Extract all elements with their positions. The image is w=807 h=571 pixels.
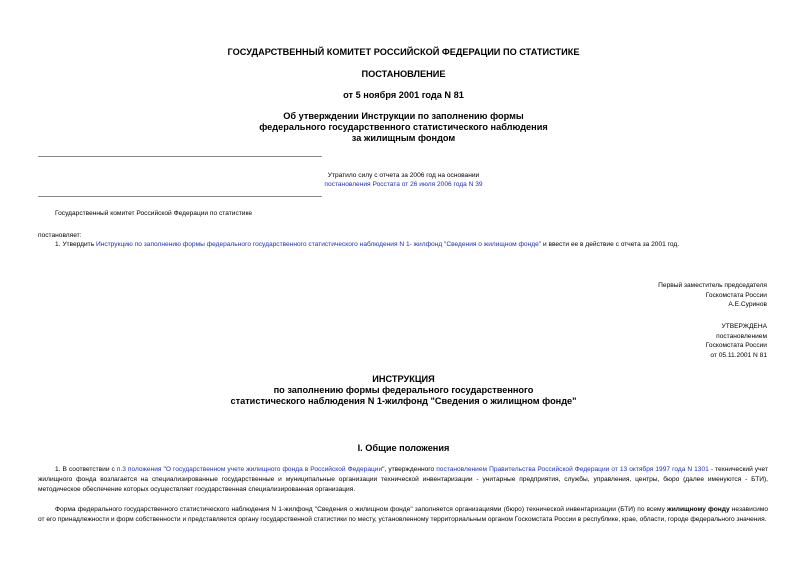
instruction-line-3: статистического наблюдения N 1-жилфонд "Сведения о жилищном фонде" xyxy=(230,396,577,406)
divider-bottom xyxy=(38,196,322,197)
committee-heading: ГОСУДАРСТВЕННЫЙ КОМИТЕТ РОССИЙСКОЙ ФЕДЕРАЦИИ ПО СТАТИСТИКЕ xyxy=(227,47,580,57)
document-title xyxy=(0,111,807,144)
divider-top xyxy=(38,156,322,157)
validity-line: Утратило силу с отчета за 2006 год на основании xyxy=(327,172,480,179)
section-1-paragraph-2: Форма федерального государственного статистического наблюдения N 1-жилфонд "Сведения о жилищном фонде" заполняется организациями (бюро) технической инвентаризации (БТИ) по всему жилищному фонду независимо от его принадлежности и форм собственности и представляется органу государственной статистики по месту, установленному территориальным органом Госкомстата России в республике, крае, области, городе федерального значения. xyxy=(38,506,769,523)
signature-org: Госкомстата России xyxy=(705,291,767,299)
validity-note xyxy=(0,171,807,189)
instruction-link[interactable]: Инструкцию по заполнению формы федерального государственного статистического наблюдения N 1- жилфонд "Сведения о жилищном фонде" xyxy=(95,241,542,248)
approved-line-3: Госкомстата России xyxy=(705,342,767,349)
instruction-line-2: по заполнению формы федерального государственного xyxy=(273,385,534,395)
validity-link[interactable]: постановления Росстата от 26 июля 2006 года N 39 xyxy=(324,181,483,188)
housing-fund-bold: жилищному фонду xyxy=(667,506,730,513)
clause-3-link[interactable]: п.3 положения xyxy=(116,466,162,473)
title-line-3: за жилищным фондом xyxy=(351,133,456,143)
approved-line-4: от 05.11.2001 N 81 xyxy=(710,351,767,359)
signature-position: Первый заместитель председателя xyxy=(658,282,767,289)
approval-block xyxy=(706,322,767,360)
signature-name: А.Е.Суринов xyxy=(728,301,767,308)
title-line-1: Об утверждении Инструкции по заполнению формы xyxy=(283,111,524,121)
instruction-title: ИНСТРУКЦИЯ xyxy=(372,374,435,384)
signature-block xyxy=(658,281,767,310)
government-decree-link[interactable]: постановлением Правительства Российской Федерации от 13 октября 1997 года N 1301 xyxy=(436,466,709,473)
title-line-2: федерального государственного статистического наблюдения xyxy=(259,122,548,132)
section-1-title: I. Общие положения xyxy=(357,443,450,453)
housing-regulation-link[interactable]: О государственном учете жилищного фонда в Российской Федерации xyxy=(165,466,383,473)
section-1-paragraph-1: 1. В соответствии с п.3 положения "О государственном учете жилищного фонда в Российской Федерации", утвержденного постановлением Правительства Российской Федерации от 13 октября 1997 года N 1301 - технический учет жилищного фонда возлагается на специализированные государственные и муниципальные организации технической инвентаризации - унитарные предприятия, службы, управления, центры, бюро (далее именуются - БТИ), методическое обеспечение которых осуществляет государственная специализированная организация. xyxy=(38,466,768,493)
preamble-text: Государственный комитет Российской Федерации по статистике xyxy=(55,210,253,217)
item-1: 1. Утвердить Инструкцию по заполнению формы федерального государственного статистического наблюдения N 1- жилфонд "Сведения о жилищном фонде" и ввести ее в действие с отчета за 2001 год. xyxy=(55,241,680,248)
approved-line-1: УТВЕРЖДЕНА xyxy=(721,323,767,330)
resolves-text: постановляет: xyxy=(38,232,82,239)
approved-line-2: постановлением xyxy=(716,332,767,340)
doc-type-heading: ПОСТАНОВЛЕНИЕ xyxy=(361,69,446,79)
date-number-heading: от 5 ноября 2001 года N 81 xyxy=(343,90,464,100)
instruction-title-block xyxy=(0,374,807,407)
